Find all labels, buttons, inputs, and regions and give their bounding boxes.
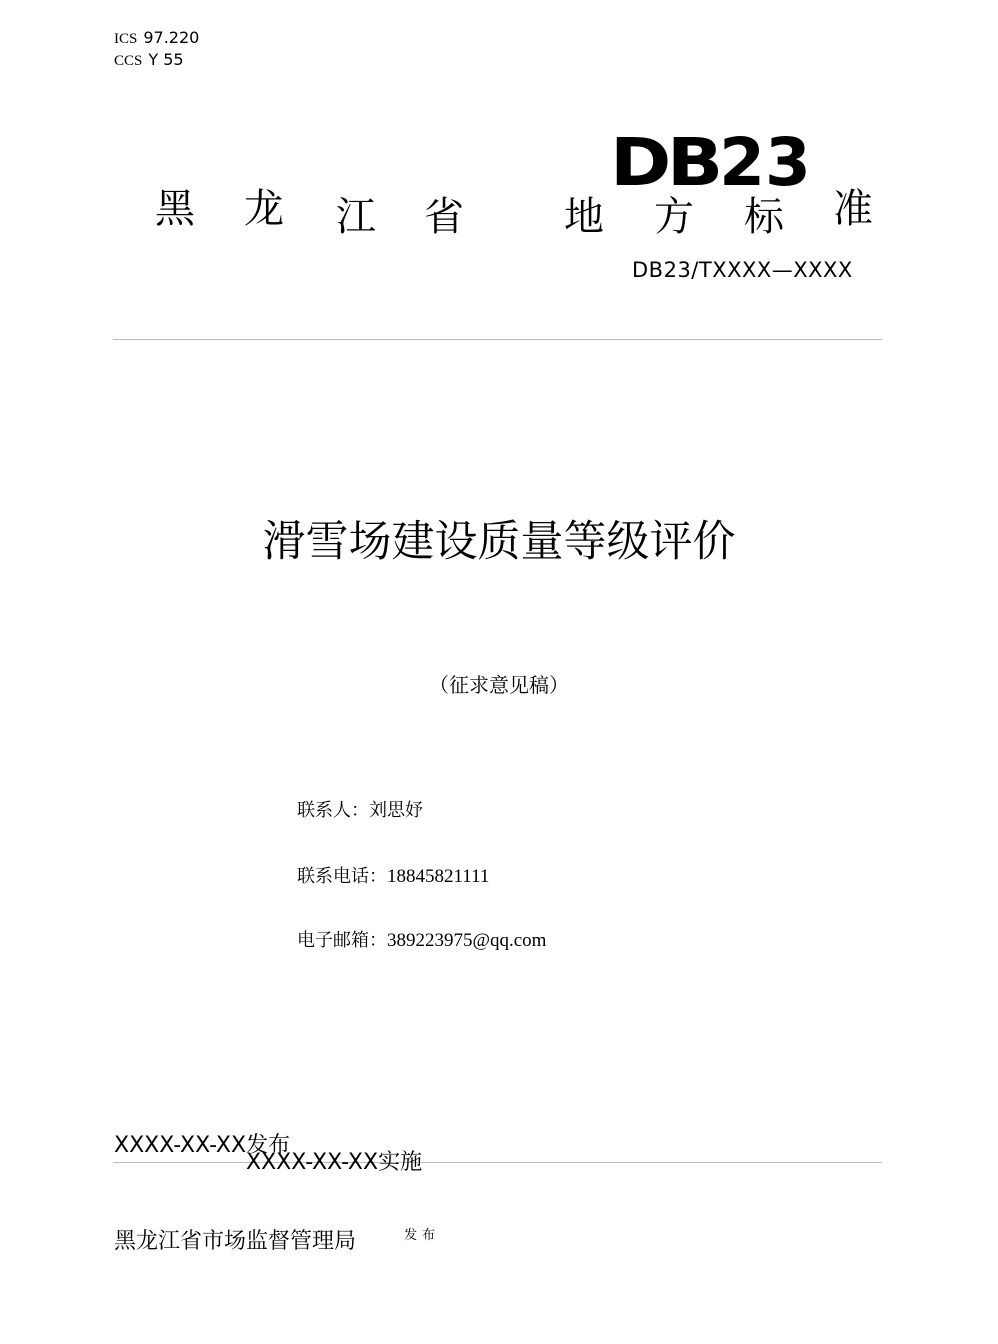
contact-person-label: 联系人： [297, 800, 369, 821]
category-char: 准 [833, 186, 873, 232]
category-char: 江 [336, 194, 376, 240]
document-title: 滑雪场建设质量等级评价 [262, 517, 736, 567]
contact-email [297, 929, 546, 953]
category-char: 标 [744, 194, 784, 240]
ics-value: 97.220 [143, 28, 200, 47]
contact-phone [297, 865, 489, 889]
category-char: 省 [424, 194, 464, 240]
ccs-label: CCS [114, 53, 143, 69]
standard-category-heading [150, 184, 880, 240]
contact-email-label: 电子邮箱： [297, 930, 387, 951]
ccs-value: Y 55 [148, 50, 184, 69]
implementation-date-ghost [246, 1150, 423, 1175]
ics-label: ICS [114, 31, 138, 47]
draft-label: （征求意见稿） [429, 673, 569, 697]
header-divider [113, 339, 882, 340]
ccs-code [114, 49, 184, 72]
contact-phone-value: 18845821111 [387, 866, 490, 887]
release-date: XXXX-XX-XX发布 [114, 1133, 291, 1158]
issue-word: 发布 [404, 1228, 441, 1243]
footer-divider [113, 1162, 882, 1163]
logo-number: 23 [719, 124, 811, 201]
logo-letters: DB [610, 124, 719, 201]
contact-person [297, 799, 423, 823]
standard-number: DB23/TXXXX—XXXX [632, 258, 853, 282]
contact-phone-label: 联系电话： [297, 866, 387, 887]
contact-email-value: 389223975@qq.com [387, 930, 547, 951]
category-char: 龙 [244, 186, 284, 232]
ics-code [114, 27, 199, 50]
implementation-date-text: XXXX-XX-XX实施 [246, 1150, 423, 1175]
contact-person-value: 刘思妤 [369, 800, 423, 821]
issuer: 黑龙江省市场监督管理局 [114, 1229, 357, 1254]
category-char: 黑 [155, 186, 195, 232]
category-char: 方 [654, 194, 694, 240]
category-char: 地 [564, 194, 604, 240]
